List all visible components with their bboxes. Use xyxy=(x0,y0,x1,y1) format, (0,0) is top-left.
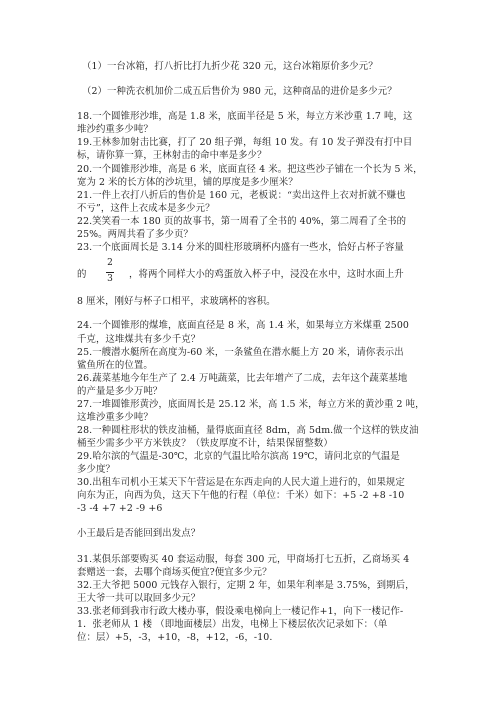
question-line: 24.一个圆锥形的煤堆，底面直径是 8 米，高 1.4 米，如果每立方米煤重 2500 xyxy=(77,320,409,331)
question-line: 宽为 2 米的长方体的沙坑里，铺的厚度是多少厘米？ xyxy=(77,177,298,188)
question-line: 1．张老师从 1 楼 （即地面楼层）出发，电梯上下楼层依次记录如下：（单 xyxy=(77,619,388,630)
question-line: 鲨鱼所在的位置。 xyxy=(77,360,153,371)
question-washer-markup: （2）一种洗衣机加价二成五后售价为 980 元，这种商品的进价是多少元？ xyxy=(82,86,397,97)
question-line: 27.一堆圆锥形黄沙，底面周长是 25.12 米，高 1.5 米，每立方米的黄沙重 2 吨， xyxy=(77,399,425,410)
question-30-tail: 小王最后是否能回到出发点？ xyxy=(77,528,201,539)
question-discount-fridge: （1）一台冰箱，打八折比打九折少花 320 元，这台冰箱原价多少元？ xyxy=(82,61,378,72)
question-line: 标，请你算一算，王林射击的命中率是多少？ xyxy=(77,150,267,161)
question-line: 王大爷一共可以取回多少元？ xyxy=(77,593,201,604)
question-line: 30.出租车司机小王某天下午营运是在东西走向的人民大道上进行的，如果规定 xyxy=(77,477,405,488)
question-line: 22.笑笑看一本 180 页的故事书，第一周看了全书的 40%，第二周看了全书的 xyxy=(77,216,407,227)
question-line: 26.蔬菜基地今年生产了 2.4 万吨蔬菜，比去年增产了二成，去年这个蔬菜基地 xyxy=(77,373,408,384)
question-line: 25.一艘潜水艇所在高度为-60 米，一条鲨鱼在潜水艇上方 20 米，请你表示出 xyxy=(77,347,404,358)
fraction-bar xyxy=(106,272,114,273)
question-line: 堆沙约重多少吨？ xyxy=(77,124,153,135)
question-line: 25%。两周共看了多少页？ xyxy=(77,229,193,240)
fraction-line-right: ，将两个同样大小的鸡蛋放入杯子中，浸没在水中，这时水面上升 xyxy=(129,269,404,280)
question-line: 不亏”，这件上衣成本是多少元？ xyxy=(77,203,215,214)
question-line: 向东为正，向西为负，这天下午他的行程（单位：千米）如下：+5 -2 +8 -10 xyxy=(77,490,405,501)
question-line: 19.王林参加射击比赛，打了 20 组子弹，每组 10 发。有 10 发子弹没有打中目 xyxy=(77,137,413,148)
question-line: 8 厘米，刚好与杯子口相平，求玻璃杯的容积。 xyxy=(77,296,276,307)
question-line: 桶至少需多少平方米铁皮？（铁皮厚度不计，结果保留整数） xyxy=(77,438,333,449)
question-line: 的产量是多少万吨？ xyxy=(77,386,163,397)
fraction-line-left: 的 xyxy=(77,269,87,280)
question-line: 33.张老师到我市行政大楼办事，假设乘电梯向上一楼记作+1，向下一楼记作- xyxy=(77,606,404,617)
fraction-denominator: 3 xyxy=(107,274,113,284)
question-line: 位：层）+5，-3，+10，-8，+12，-6，-10. xyxy=(77,632,273,643)
question-line: 20.一个圆锥形沙堆，高是 6 米，底面直径 4 米。把这些沙子铺在一个长为 5 米， xyxy=(77,164,423,175)
question-line: 18.一个圆锥形沙堆，高是 1.8 米，底面半径是 5 米，每立方米沙重 1.7 吨，这 xyxy=(77,111,413,122)
question-line: 多少度？ xyxy=(77,464,115,475)
question-line: 套赠送一套，去哪个商场买便宜?便宜多少元？ xyxy=(77,567,272,578)
question-line: 32.王大爷把 5000 元钱存入银行，定期 2 年，如果年利率是 3.75%，到期后， xyxy=(77,580,415,591)
question-line: 28.一种圆柱形状的铁皮油桶，量得底面直径 8dm，高 5dm.做一个这样的铁皮油 xyxy=(77,425,419,436)
question-line: 千克，这堆煤共有多少千克？ xyxy=(77,334,201,345)
question-line: 31.某俱乐部要购买 40 套运动服，每套 300 元，甲商场打七五折，乙商场买 4 xyxy=(77,554,410,565)
question-line: 29.哈尔滨的气温是-30℃，北京的气温比哈尔滨高 19℃，请问北京的气温是 xyxy=(77,451,400,462)
fraction-numerator: 2 xyxy=(107,258,113,268)
question-line: 这堆沙重多少吨？ xyxy=(77,412,153,423)
question-line: 21.一件上衣打八折后的售价是 160 元，老板说：“卖出这件上衣对折就不赚也 xyxy=(77,190,406,201)
question-line: 23.一个底面周长是 3.14 分米的圆柱形玻璃杯内盛有一些水，恰好占杯子容量 xyxy=(77,242,404,253)
question-line: -3 -4 +7 +2 -9 +6 xyxy=(77,503,163,514)
